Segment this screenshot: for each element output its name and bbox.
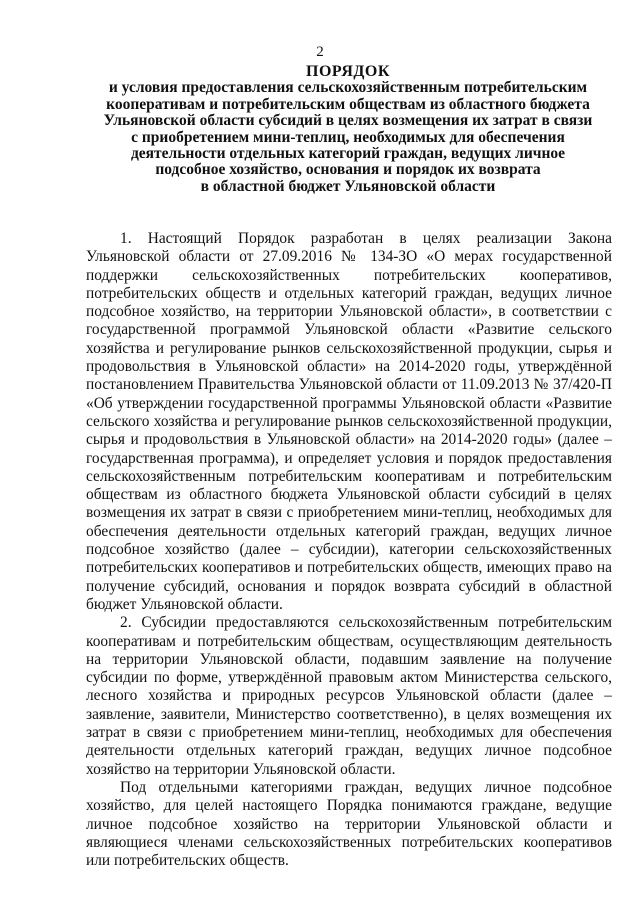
title-line: с приобретением мини-теплиц, необходимых для обеспечения <box>131 128 565 146</box>
document-title <box>80 64 616 195</box>
paragraph-3: Под отдельными категориями граждан, ведущих личное подсобное хозяйство, для целей настоящего Порядка понимаются граждане, ведущие личное подсобное хозяйство на территории Ульяновской области и являющиеся членами сельскохозяйственных потребительских кооперативов или потребительских обществ. <box>86 778 612 870</box>
title-line: Ульяновской области субсидий в целях возмещения их затрат в связи <box>103 112 593 130</box>
title-line: и условия предоставления сельскохозяйственным потребительским <box>108 79 588 97</box>
document-body <box>86 230 612 870</box>
title-line: подсобное хозяйство, основания и порядок их возврата <box>155 161 541 179</box>
title-heading: ПОРЯДОК <box>306 63 390 80</box>
page-number: 2 <box>316 44 324 60</box>
title-line: деятельности отдельных категорий граждан, ведущих личное <box>130 145 566 163</box>
title-line: кооперативам и потребительским обществам из областного бюджета <box>106 95 590 113</box>
paragraph-2: 2. Субсидии предоставляются сельскохозяйственным потребительским кооперативам и потребительским обществам, осуществляющим деятельность на территории Ульяновской области, подавшим заявление на получение субсидии по форме, утверждённой правовым актом Министерства сельского, лесного хозяйства и природных ресурсов Ульяновской области (далее – заявление, заявители, Министерство соответственно), в целях возмещения их затрат в связи с приобретением мини-теплиц, необходимых для обеспечения деятельности отдельных категорий граждан, ведущих личное подсобное хозяйство на территории Ульяновской области. <box>86 614 612 778</box>
paragraph-1: 1. Настоящий Порядок разработан в целях реализации Закона Ульяновской области от 27.09.2016 № 134-ЗО «О мерах государственной поддержки сельскохозяйственных потребительских кооперативов, потребительских обществ и отдельных категорий граждан, ведущих личное подсобное хозяйство, на территории Ульяновской области», в соответствии с государственной программой Ульяновской области «Развитие сельского хозяйства и регулирование рынков сельскохозяйственной продукции, сырья и продовольствия в Ульяновской области» на 2014-2020 годы, утверждённой постановлением Правительства Ульяновской области от 11.09.2013 № 37/420-П «Об утверждении государственной программы Ульяновской области «Развитие сельского хозяйства и регулирование рынков сельскохозяйственной продукции, сырья и продовольствия в Ульяновской области» на 2014-2020 годы» (далее – государственная программа), и определяет условия и порядок предоставления сельскохозяйственным потребительским кооперативам и потребительским обществам из областного бюджета Ульяновской области субсидий в целях возмещения их затрат в связи с приобретением мини-теплиц, необходимых для обеспечения деятельности отдельных категорий граждан, ведущих личное подсобное хозяйство (далее – субсидии), категории сельскохозяйственных потребительских кооперативов и потребительских обществ, имеющих право на получение субсидий, основания и порядок возврата субсидий в областной бюджет Ульяновской области. <box>86 230 612 613</box>
title-line: в областной бюджет Ульяновской области <box>200 177 496 195</box>
